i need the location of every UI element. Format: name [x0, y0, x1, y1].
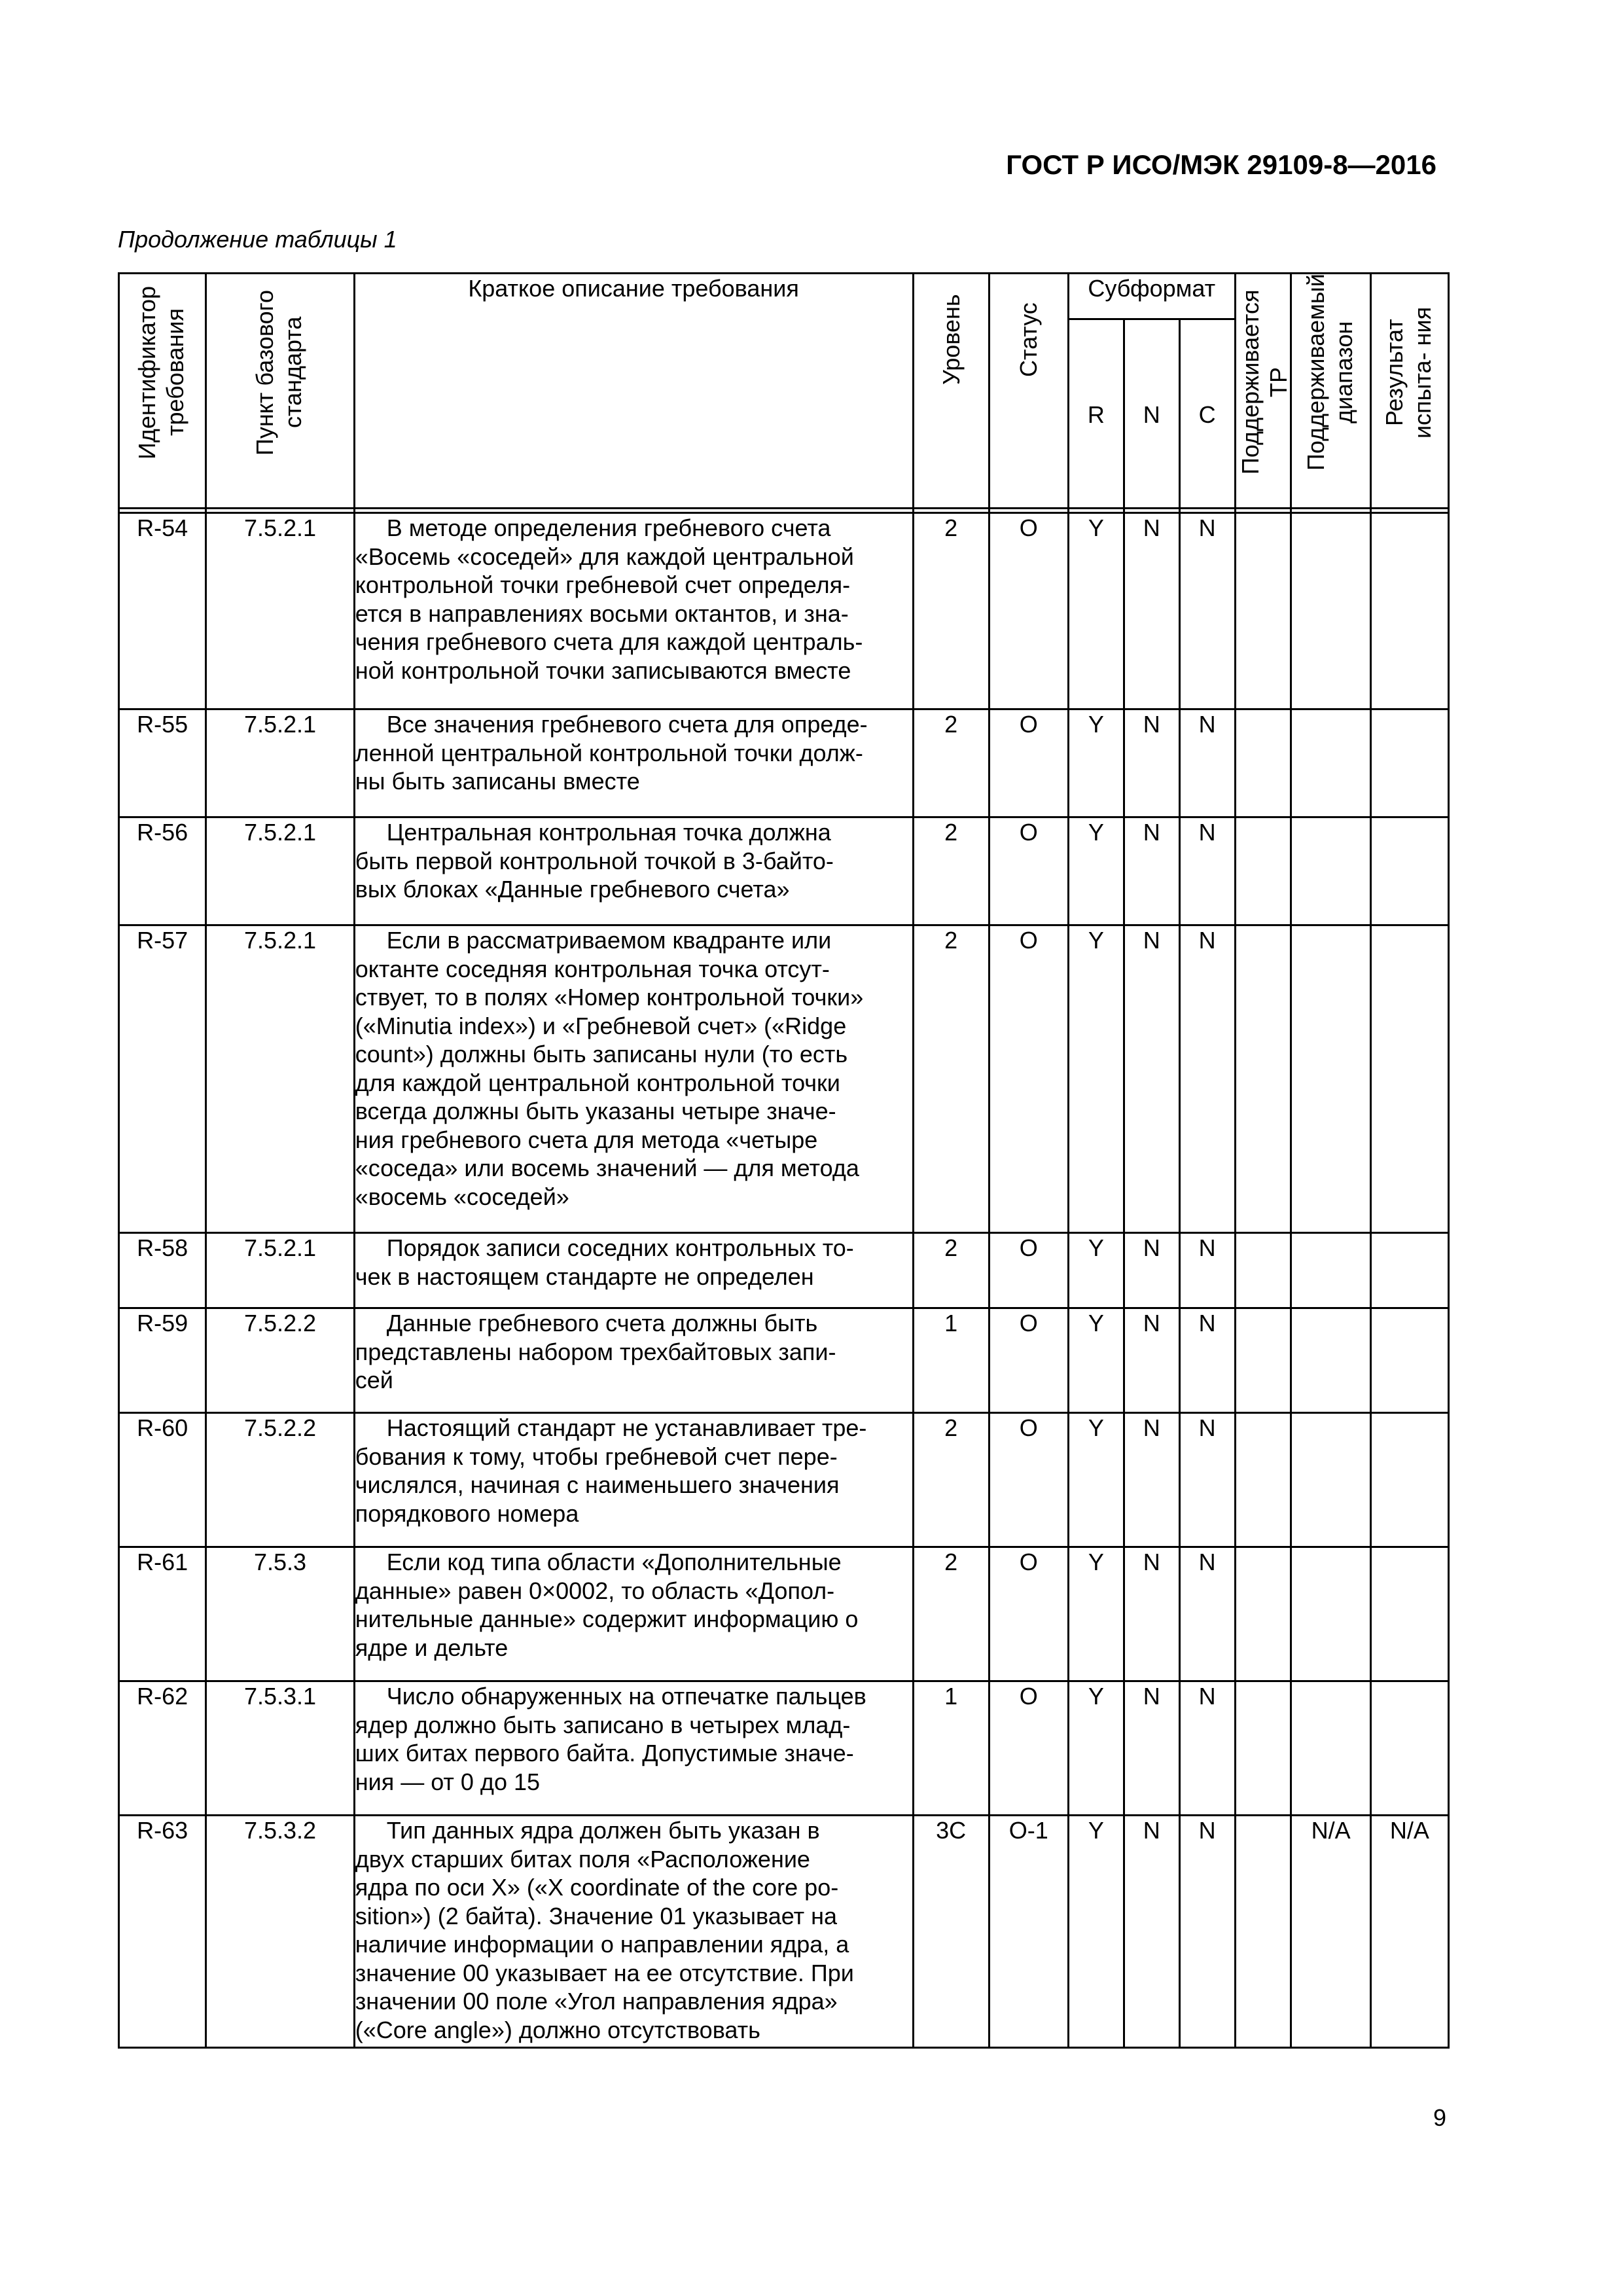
table-row	[119, 1413, 1449, 1547]
subformat-c-cell: N	[1179, 925, 1235, 1233]
description-line: Все значения гребневого счета для опреде-	[386, 711, 868, 738]
subformat-r-cell: Y	[1068, 1681, 1124, 1816]
supported-range-cell	[1291, 1413, 1370, 1547]
requirement-description	[354, 817, 913, 925]
base-clause: 7.5.2.1	[206, 513, 354, 709]
col-header-test-result-text: Результат испыта- ния	[1380, 306, 1436, 439]
description-line: Число обнаруженных на отпечатке пальцев	[386, 1683, 866, 1710]
table-row	[119, 513, 1449, 709]
requirement-description	[354, 1547, 913, 1681]
requirements-table	[118, 272, 1450, 2049]
level-cell: 2	[913, 1547, 989, 1681]
requirements-body	[119, 513, 1449, 2048]
subformat-r-cell: Y	[1068, 1308, 1124, 1413]
description-line: чек в настоящем стандарте не определен	[355, 1263, 814, 1290]
supported-tr-cell	[1235, 817, 1291, 925]
status-cell: O	[989, 925, 1068, 1233]
requirement-id: R-59	[119, 1308, 206, 1413]
supported-range-cell	[1291, 925, 1370, 1233]
table-caption: Продолжение таблицы 1	[118, 226, 397, 253]
test-result-cell: N/A	[1370, 1816, 1448, 2048]
description-line: числялся, начиная с наименьшего значения	[355, 1471, 840, 1498]
test-result-cell	[1370, 925, 1448, 1233]
base-clause: 7.5.2.1	[206, 817, 354, 925]
status-cell: O	[989, 1308, 1068, 1413]
description-line: ной контрольной точки записываются вместе	[355, 656, 851, 684]
supported-tr-cell	[1235, 709, 1291, 817]
test-result-cell	[1370, 709, 1448, 817]
description-line: «восемь «соседей»	[355, 1183, 569, 1210]
level-cell: 2	[913, 925, 989, 1233]
subformat-c-cell: N	[1179, 1681, 1235, 1816]
description-line: Данные гребневого счета должны быть	[386, 1310, 818, 1336]
supported-range-cell	[1291, 817, 1370, 925]
base-clause: 7.5.2.2	[206, 1308, 354, 1413]
col-header-sub-n: N	[1124, 319, 1179, 509]
level-cell: 2	[913, 709, 989, 817]
subformat-c-cell: N	[1179, 1308, 1235, 1413]
table-row	[119, 1233, 1449, 1308]
description-line: ядре и дельте	[355, 1634, 508, 1661]
level-cell: 1	[913, 1308, 989, 1413]
supported-range-cell	[1291, 1547, 1370, 1681]
description-line: октанте соседняя контрольная точка отсут-	[355, 955, 830, 982]
subformat-n-cell: N	[1124, 817, 1179, 925]
requirement-description	[354, 513, 913, 709]
col-header-description-text: Краткое описание требования	[468, 275, 799, 302]
base-clause: 7.5.3.2	[206, 1816, 354, 2048]
supported-range-cell	[1291, 1681, 1370, 1816]
table-row	[119, 817, 1449, 925]
table-row	[119, 925, 1449, 1233]
description-line: вых блоках «Данные гребневого счета»	[355, 876, 790, 903]
description-line: порядкового номера	[355, 1499, 579, 1527]
test-result-cell	[1370, 1413, 1448, 1547]
table-row	[119, 1308, 1449, 1413]
requirement-id: R-56	[119, 817, 206, 925]
base-clause: 7.5.3.1	[206, 1681, 354, 1816]
description-line: контрольной точки гребневой счет определя-	[355, 571, 851, 598]
requirement-description	[354, 925, 913, 1233]
subformat-n-cell: N	[1124, 1308, 1179, 1413]
requirement-description	[354, 1413, 913, 1547]
description-line: «соседа» или восемь значений — для метода	[355, 1155, 859, 1181]
requirement-id: R-54	[119, 513, 206, 709]
status-cell: O	[989, 817, 1068, 925]
test-result-cell	[1370, 1308, 1448, 1413]
supported-tr-cell	[1235, 513, 1291, 709]
subformat-r-cell: Y	[1068, 817, 1124, 925]
description-line: ядер должно быть записано в четырех млад-	[355, 1711, 851, 1738]
description-line: ния — от 0 до 15	[355, 1768, 541, 1795]
col-header-supported-range-text: Поддерживаемый диапазон	[1302, 274, 1357, 471]
supported-tr-cell	[1235, 1816, 1291, 2048]
description-line: нительные данные» содержит информацию о	[355, 1605, 859, 1632]
test-result-cell	[1370, 1233, 1448, 1308]
level-cell: 2	[913, 817, 989, 925]
supported-range-cell	[1291, 1233, 1370, 1308]
requirement-id: R-62	[119, 1681, 206, 1816]
subformat-r-cell: Y	[1068, 513, 1124, 709]
status-cell: O-1	[989, 1816, 1068, 2048]
document-header: ГОСТ Р ИСО/МЭК 29109-8—2016	[1006, 149, 1436, 180]
supported-range-cell	[1291, 709, 1370, 817]
subformat-r-cell: Y	[1068, 1816, 1124, 2048]
supported-tr-cell	[1235, 1233, 1291, 1308]
status-cell: O	[989, 1547, 1068, 1681]
requirement-id: R-61	[119, 1547, 206, 1681]
col-header-subformat-text: Субформат	[1088, 275, 1216, 302]
test-result-cell	[1370, 513, 1448, 709]
requirement-id: R-57	[119, 925, 206, 1233]
col-header-sub-c: C	[1179, 319, 1235, 509]
level-cell: 2	[913, 1233, 989, 1308]
base-clause: 7.5.2.1	[206, 709, 354, 817]
col-header-subformat	[1068, 274, 1235, 319]
subformat-r-cell: Y	[1068, 1547, 1124, 1681]
col-header-sub-r: R	[1068, 319, 1124, 509]
description-line: Центральная контрольная точка должна	[386, 819, 831, 846]
table-row	[119, 709, 1449, 817]
page-number: 9	[1433, 2104, 1446, 2131]
subformat-r-cell: Y	[1068, 709, 1124, 817]
description-line: ется в направлениях восьми октантов, и зна-	[355, 600, 849, 627]
subformat-c-cell: N	[1179, 1816, 1235, 2048]
description-line: значение 00 указывает на ее отсутствие. При	[355, 1959, 854, 1986]
description-line: sition») (2 байта). Значение 01 указывает на	[355, 1902, 837, 1929]
supported-range-cell	[1291, 513, 1370, 709]
subformat-c-cell: N	[1179, 1547, 1235, 1681]
subformat-c-cell: N	[1179, 513, 1235, 709]
base-clause: 7.5.2.2	[206, 1413, 354, 1547]
description-line: для каждой центральной контрольной точки	[355, 1069, 840, 1096]
description-line: наличие информации о направлении ядра, а	[355, 1931, 849, 1958]
description-line: Тип данных ядра должен быть указан в	[386, 1817, 820, 1844]
description-line: представлены набором трехбайтовых запи-	[355, 1338, 836, 1365]
supported-range-cell	[1291, 1308, 1370, 1413]
table-row	[119, 1547, 1449, 1681]
supported-range-cell: N/A	[1291, 1816, 1370, 2048]
subformat-r-cell: Y	[1068, 925, 1124, 1233]
col-header-id	[119, 274, 206, 509]
description-line: ленной центральной контрольной точки долж-	[355, 739, 863, 766]
subformat-c-cell: N	[1179, 1233, 1235, 1308]
col-header-supported-range	[1291, 274, 1370, 509]
col-header-level-text: Уровень	[937, 294, 965, 386]
description-line: Если код типа области «Дополнительные	[386, 1549, 842, 1575]
subformat-r-cell: Y	[1068, 1413, 1124, 1547]
header-separator	[119, 509, 1449, 513]
col-header-supported-tr-text: Поддерживается ТР	[1236, 289, 1292, 475]
requirement-description	[354, 1681, 913, 1816]
supported-tr-cell	[1235, 1413, 1291, 1547]
test-result-cell	[1370, 1681, 1448, 1816]
col-header-level	[913, 274, 989, 509]
subformat-n-cell: N	[1124, 1413, 1179, 1547]
requirement-id: R-63	[119, 1816, 206, 2048]
base-clause: 7.5.2.1	[206, 925, 354, 1233]
description-line: ших битах первого байта. Допустимые значе-	[355, 1740, 854, 1767]
description-line: бования к тому, чтобы гребневой счет пере-	[355, 1443, 838, 1470]
subformat-n-cell: N	[1124, 1233, 1179, 1308]
subformat-c-cell: N	[1179, 817, 1235, 925]
description-line: ствует, то в полях «Номер контрольной точки»	[355, 984, 864, 1011]
status-cell: O	[989, 709, 1068, 817]
table-row	[119, 1816, 1449, 2048]
col-header-supported-tr	[1235, 274, 1291, 509]
col-header-test-result	[1370, 274, 1448, 509]
level-cell: 2	[913, 1413, 989, 1547]
description-line: count») должны быть записаны нули (то есть	[355, 1041, 848, 1067]
description-line: Порядок записи соседних контрольных то-	[386, 1234, 854, 1261]
subformat-c-cell: N	[1179, 1413, 1235, 1547]
supported-tr-cell	[1235, 1308, 1291, 1413]
supported-tr-cell	[1235, 925, 1291, 1233]
subformat-c-cell: N	[1179, 709, 1235, 817]
level-cell: 3C	[913, 1816, 989, 2048]
level-cell: 2	[913, 513, 989, 709]
description-line: быть первой контрольной точкой в 3-байто-	[355, 847, 834, 874]
description-line: двух старших битах поля «Расположение	[355, 1845, 810, 1873]
level-cell: 1	[913, 1681, 989, 1816]
description-line: ядра по оси X» («X coordinate of the core po-	[355, 1874, 839, 1901]
status-cell: O	[989, 513, 1068, 709]
status-cell: O	[989, 1233, 1068, 1308]
requirement-description	[354, 1816, 913, 2048]
requirement-description	[354, 1233, 913, 1308]
col-header-status-text: Статус	[1015, 302, 1043, 377]
description-line: данные» равен 0×0002, то область «Допол-	[355, 1577, 835, 1604]
test-result-cell	[1370, 817, 1448, 925]
requirement-id: R-60	[119, 1413, 206, 1547]
description-line: («Core angle») должно отсутствовать	[355, 2016, 760, 2043]
requirement-id: R-55	[119, 709, 206, 817]
col-header-description	[354, 274, 913, 509]
subformat-n-cell: N	[1124, 1547, 1179, 1681]
col-header-id-text: Идентификатор требования	[134, 285, 189, 459]
base-clause: 7.5.2.1	[206, 1233, 354, 1308]
description-line: В методе определения гребневого счета	[386, 514, 831, 541]
requirement-id: R-58	[119, 1233, 206, 1308]
description-line: («Minutia index») и «Гребневой счет» («Ridge	[355, 1012, 847, 1039]
col-header-status	[989, 274, 1068, 509]
requirement-description	[354, 709, 913, 817]
description-line: Настоящий стандарт не устанавливает тре-	[386, 1414, 867, 1441]
base-clause: 7.5.3	[206, 1547, 354, 1681]
subformat-r-cell: Y	[1068, 1233, 1124, 1308]
requirement-description	[354, 1308, 913, 1413]
description-line: ны быть записаны вместе	[355, 768, 640, 795]
subformat-n-cell: N	[1124, 1816, 1179, 2048]
description-line: Если в рассматриваемом квадранте или	[386, 927, 832, 954]
subformat-n-cell: N	[1124, 925, 1179, 1233]
description-line: сей	[355, 1367, 393, 1393]
status-cell: O	[989, 1413, 1068, 1547]
subformat-n-cell: N	[1124, 1681, 1179, 1816]
test-result-cell	[1370, 1547, 1448, 1681]
col-header-clause	[206, 274, 354, 509]
description-line: всегда должны быть указаны четыре значе-	[355, 1098, 836, 1124]
table-row	[119, 1681, 1449, 1816]
status-cell: O	[989, 1681, 1068, 1816]
subformat-n-cell: N	[1124, 513, 1179, 709]
supported-tr-cell	[1235, 1547, 1291, 1681]
description-line: чения гребневого счета для каждой централь-	[355, 628, 863, 655]
description-line: «Восемь «соседей» для каждой центральной	[355, 543, 854, 570]
supported-tr-cell	[1235, 1681, 1291, 1816]
description-line: значении 00 поле «Угол направления ядра»	[355, 1988, 838, 2015]
description-line: ния гребневого счета для метода «четыре	[355, 1126, 818, 1153]
col-header-clause-text: Пункт базового стандарта	[251, 289, 307, 456]
subformat-n-cell: N	[1124, 709, 1179, 817]
